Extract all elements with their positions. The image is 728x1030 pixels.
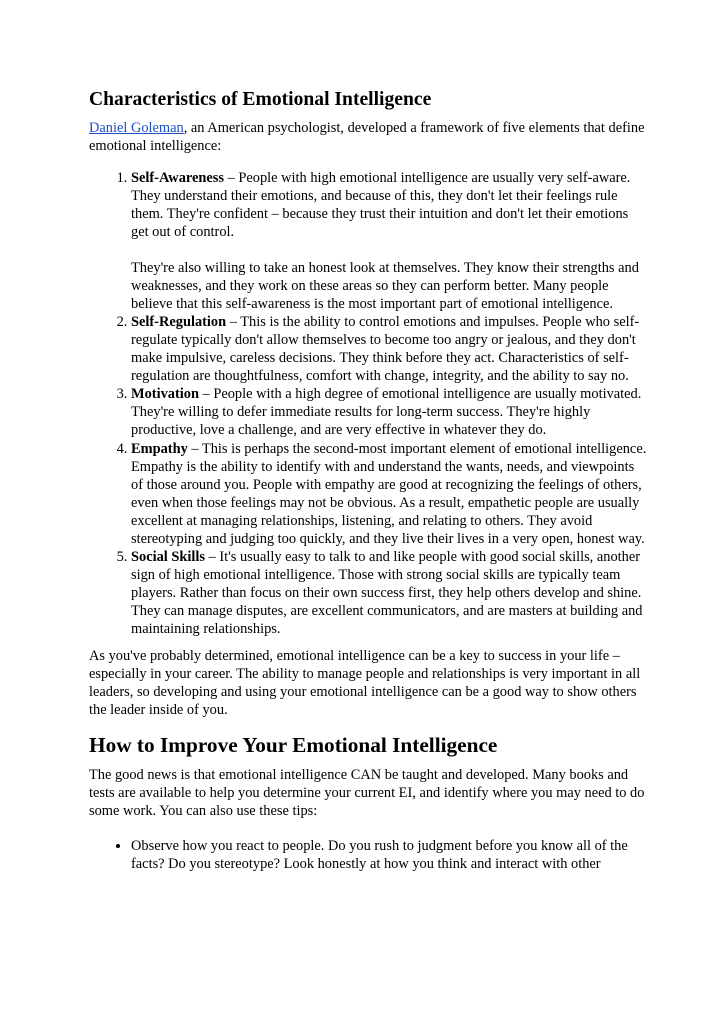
item-text: – People with high emotional intelligence are usually very self-aware. They understand their emotions, and because of this, they don't let their feelings rule them. They're confident – because they trust their intuition and don't let their emotions get out of control. xyxy=(131,170,631,241)
list-item-empathy xyxy=(131,440,649,549)
list-item-self-regulation xyxy=(131,313,649,385)
term-social-skills: Social Skills xyxy=(131,549,205,566)
term-empathy: Empathy xyxy=(131,440,188,457)
item-text: – It's usually easy to talk to and like people with good social skills, another sign of high emotional intelligence. Those with strong social skills are typically team players. Rather than focus on their own success first, they help others develop and shine. They can manage disputes, are excellent communicators, and are masters at building and maintaining relationships. xyxy=(131,549,643,638)
list-item-social-skills xyxy=(131,548,649,638)
author-link[interactable]: Daniel Goleman xyxy=(89,120,184,136)
tips-list xyxy=(89,837,649,873)
term-self-regulation: Self-Regulation xyxy=(131,313,227,330)
item-paragraph-continued: They're also willing to take an honest look at themselves. They know their strengths and weaknesses, and they work on these areas so they can perform better. Many people believe that this self-awareness is the most important part of emotional intelligence. xyxy=(131,259,639,312)
conclusion-paragraph: As you've probably determined, emotional intelligence can be a key to success in your life – especially in your career. The ability to manage people and relationships is very important in all leaders, so developing and using your emotional intelligence can be a good way to show others the leader inside of you. xyxy=(89,647,641,718)
item-text: – This is the ability to control emotions and impulses. People who self-regulate typically don't allow themselves to become too angry or jealous, and they don't make impulsive, careless decisions. They think before they act. Characteristics of self-regulation are thoughtfulness, comfort with change, integrity, and the ability to say no. xyxy=(131,313,640,385)
item-paragraph xyxy=(131,169,649,241)
improve-intro-paragraph: The good news is that emotional intelligence CAN be taught and developed. Many books and tests are available to help you determine your current EI, and identify where you may need to do some work. You can also use these tips: xyxy=(89,766,645,820)
tip-item: • Observe how you react to people. Do you rush to judgment before you know all of the facts? Do you stereotype? Look honestly at how you think and interact with other xyxy=(131,837,649,873)
section-heading-improve: How to Improve Your Emotional Intelligence xyxy=(89,732,498,757)
document-page xyxy=(89,88,649,873)
elements-list xyxy=(89,169,649,638)
intro-paragraph xyxy=(89,119,649,155)
item-text: – People with a high degree of emotional intelligence are usually motivated. They're willing to defer immediate results for long-term success. They're highly productive, love a challenge, and are very effective in whatever they do. xyxy=(131,386,642,439)
item-text: – This is perhaps the second-most important element of emotional intelligence. Empathy is the ability to identify with and understand the wants, needs, and viewpoints of those around you. People with empathy are good at recognizing the feelings of others, even when those feelings may not be obvious. As a result, empathetic people are usually excellent at managing relationships, listening, and relating to others. They avoid stereotyping and judging too quickly, and they live their lives in a very open, honest way. xyxy=(131,440,647,547)
term-motivation: Motivation xyxy=(131,386,199,403)
term-self-awareness: Self-Awareness xyxy=(131,170,224,187)
section-heading-characteristics: Characteristics of Emotional Intelligence xyxy=(89,89,432,110)
list-item-self-awareness xyxy=(131,169,649,313)
list-item-motivation xyxy=(131,385,649,439)
intro-text: , an American psychologist, developed a framework of five elements that define emotional intelligence: xyxy=(89,120,645,155)
